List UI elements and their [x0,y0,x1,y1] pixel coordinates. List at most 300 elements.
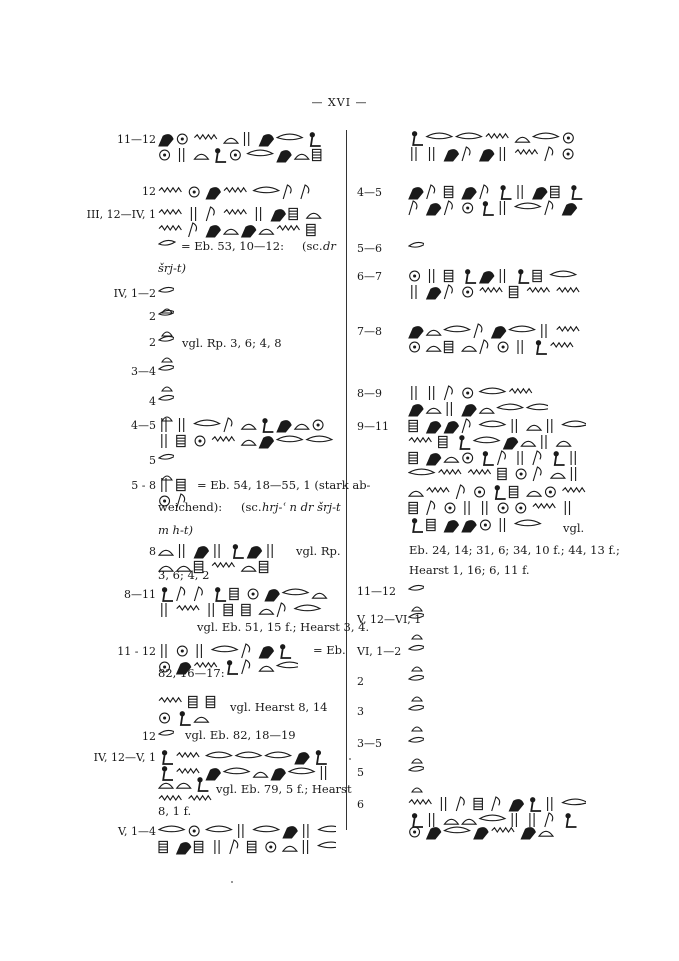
line-reference: 8 [149,545,156,558]
hieroglyph-sign [447,402,451,416]
hieroglyph-sign [444,386,452,400]
hieroglyph-sign [194,841,202,852]
hieroglyph-sign [259,437,273,448]
hieroglyph-sign [194,717,208,722]
hieroglyph-svg [408,240,424,258]
hieroglyph-sign [177,783,191,788]
hieroglyph-sign [242,644,250,658]
hieroglyph-sign [230,588,238,599]
hieroglyph-sign [216,588,227,601]
hieroglyph-sign [295,154,309,159]
hieroglyph-sign [427,133,452,139]
hieroglyph-sign [162,603,166,617]
hieroglyph-svg [158,131,336,163]
hieroglyph-sign [427,488,449,492]
hieroglyph-sign [189,696,197,707]
hieroglyph-sign [180,148,184,162]
hieroglyph-group [408,484,586,516]
hieroglyph-sign [265,590,279,601]
hieroglyph-sign [475,487,485,497]
commentary-text: = Eb. 53, 10—12: [181,239,284,253]
hieroglyph-sign [409,405,423,416]
hieroglyph-sign [413,132,424,145]
hieroglyph-sign [283,827,297,838]
commentary-text: vgl. Rp. 3, 6; 4, 8 [182,336,282,350]
hieroglyph-sign [206,696,214,707]
hieroglyph-sign [236,752,261,758]
hieroglyph-sign [301,185,309,199]
hieroglyph-sign [533,467,541,481]
hieroglyph-sign [456,133,481,139]
hieroglyph-sign [500,201,504,215]
hieroglyph-sign [563,799,587,805]
hieroglyph-svg [158,694,222,726]
line-reference: 4—5 [131,419,156,432]
hieroglyph-svg [408,823,568,841]
hieroglyph-sign [191,207,195,221]
hieroglyph-sign [248,589,258,599]
page-header: — XVI — [311,96,368,109]
hieroglyph-sign [245,132,249,146]
hieroglyph-sign [313,593,327,598]
hieroglyph-svg [158,586,336,618]
hieroglyph-group [408,673,424,705]
hieroglyph-sign [194,154,208,159]
hieroglyph-sign [410,342,420,352]
hieroglyph-svg [408,450,586,482]
hieroglyph-sign [162,418,166,432]
line-reference: 3—5 [357,737,382,750]
hieroglyph-sign [536,341,547,354]
hieroglyph-sign [551,186,559,197]
hieroglyph-sign [277,662,298,668]
hieroglyph-sign [159,796,181,800]
hieroglyph-sign [313,420,323,430]
hieroglyph-sign [571,451,575,465]
hieroglyph-sign [572,186,583,199]
hieroglyph-sign [519,270,530,283]
hieroglyph-sign [444,422,458,433]
line-reference: 5—6 [357,242,382,255]
hieroglyph-sign [564,133,574,143]
line-reference: IV, 12—V, 1 [93,751,156,764]
hieroglyph-sign [206,826,231,832]
hieroglyph-sign [277,436,302,442]
hieroglyph-sign [498,468,506,479]
hieroglyph-sign [233,545,244,558]
hieroglyph-sign [242,566,256,571]
hieroglyph-svg [158,728,174,746]
commentary-text: weichend): [158,500,223,514]
hieroglyph-group [408,643,424,675]
line-reference: 6—7 [357,270,382,283]
hieroglyph-sign [197,644,201,658]
hieroglyph-group [158,823,336,855]
line-reference: 9—11 [357,420,389,433]
hieroglyph-svg [408,643,424,675]
hieroglyph-svg [408,484,586,516]
hieroglyph-sign [509,389,531,393]
hieroglyph-sign [409,452,417,463]
hieroglyph-sign [198,778,209,791]
hieroglyph-sign [563,149,573,159]
hieroglyph-sign [206,188,220,199]
mouth-over-bread-sign [409,585,424,611]
hieroglyph-sign [546,487,556,497]
hieroglyph-sign [409,420,417,431]
hieroglyph-sign [548,419,552,433]
hieroglyph-svg [158,206,336,238]
hieroglyph-sign [462,346,476,351]
hieroglyph-sign [527,288,549,292]
commentary-text: m h-t) [158,523,193,537]
hieroglyph-sign [444,186,452,197]
hieroglyph-sign [548,797,552,811]
hieroglyph-sign [409,327,423,338]
hieroglyph-sign [307,224,315,235]
hieroglyph-group [158,238,180,256]
hieroglyph-sign [412,147,416,161]
line-reference: 11—12 [117,133,156,146]
hieroglyph-svg [408,611,424,643]
hieroglyph-sign [516,503,526,513]
hieroglyph-sign [456,797,464,811]
hieroglyph-sign [468,470,490,474]
hieroglyph-sign [427,408,441,413]
hieroglyph-sign [194,587,202,601]
hieroglyph-sign [180,712,191,725]
hieroglyph-sign [444,270,452,281]
hieroglyph-sign [474,828,488,839]
scan-speck [349,758,351,760]
hieroglyph-sign [516,469,526,479]
hieroglyph-sign [439,470,461,474]
hieroglyph-sign [563,488,585,492]
hieroglyph-sign [427,454,441,465]
mouth-over-bread-sign [159,310,174,336]
line-reference: 6 [357,798,364,811]
hieroglyph-sign [189,187,199,197]
hieroglyph-sign [159,826,184,832]
hieroglyph-group [158,183,318,201]
hieroglyph-svg [408,735,424,767]
hieroglyph-sign [248,150,273,156]
hieroglyph-sign [480,288,502,292]
hieroglyph-group [158,363,174,395]
line-reference: III, 12—IV, 1 [86,208,156,221]
hieroglyph-sign [480,815,505,821]
hieroglyph-sign [215,544,219,558]
hieroglyph-sign [557,288,579,292]
hieroglyph-group [408,268,586,300]
hieroglyph-sign [216,149,227,162]
hieroglyph-sign [527,425,541,430]
hieroglyph-group [408,764,424,796]
hieroglyph-sign [427,185,435,199]
hieroglyph-sign [498,451,506,465]
hieroglyph-sign [268,544,272,558]
hieroglyph-sign [254,826,279,832]
hieroglyph-sign [281,645,292,658]
hieroglyph-sign [159,226,181,230]
hieroglyph-sign [242,424,256,429]
hieroglyph-sign [319,826,336,832]
mouth-over-bread-sign [409,242,424,247]
hieroglyph-sign [271,769,285,780]
hieroglyph-sign [212,437,234,441]
hieroglyph-sign [427,204,441,215]
line-reference: 12 [142,185,156,198]
hieroglyph-sign [215,840,219,854]
hieroglyph-sign [465,501,469,515]
hieroglyph-sign [483,202,494,215]
line-reference: 4 [149,395,156,408]
hieroglyph-sign [194,547,208,558]
hieroglyph-sign [159,698,181,702]
hieroglyph-group [408,184,586,216]
hieroglyph-sign [283,589,308,595]
hieroglyph-sign [409,188,423,199]
hieroglyph-sign [409,201,417,215]
hieroglyph-sign [263,419,274,432]
hieroglyph-sign [533,270,541,281]
hieroglyph-sign [427,501,435,515]
hieroglyph-sign [480,388,505,394]
hieroglyph-sign [557,327,579,331]
hieroglyph-sign [483,452,494,465]
hieroglyph-sign [206,752,231,758]
hieroglyph-sign [409,502,417,513]
hieroglyph-sign [500,518,504,532]
hieroglyph-sign [430,386,434,400]
hieroglyph-sign [212,563,234,567]
hieroglyph-sign [563,204,577,215]
hieroglyph-sign [509,286,517,297]
hieroglyph-sign [303,840,307,854]
line-reference: 11—12 [357,585,396,598]
hieroglyph-svg [408,130,586,162]
hieroglyph-sign [242,440,256,445]
line-reference: 5 - 8 [131,479,156,492]
hieroglyph-sign [259,229,273,234]
commentary-text: šrj-t) [158,261,186,275]
hieroglyph-group [158,417,336,449]
hieroglyph-sign [209,603,213,617]
hieroglyph-sign [266,842,276,852]
hieroglyph-sign [444,285,452,299]
line-reference: 8—9 [357,387,382,400]
hieroglyph-svg [408,268,586,300]
hieroglyph-sign [545,147,553,161]
hieroglyph-sign [159,188,181,192]
mouth-over-bread-sign [159,336,174,362]
hieroglyph-sign [162,434,166,448]
hieroglyph-svg [158,363,174,395]
mouth-over-bread-sign [159,240,175,245]
hieroglyph-sign [463,453,473,463]
hieroglyph-sign [159,135,173,146]
hieroglyph-group [408,823,568,841]
commentary-text: Hearst 1, 16; 6, 11 f. [409,563,530,577]
hieroglyph-sign [177,435,185,446]
hieroglyph-sign [427,346,441,351]
hieroglyph-sign [483,501,487,515]
hieroglyph-sign [163,751,174,764]
commentary-text: vgl. Eb. 79, 5 f.; Hearst [216,782,352,796]
hieroglyph-sign [474,798,482,809]
hieroglyph-sign [444,201,452,215]
hieroglyph-sign [231,150,241,160]
line-reference: 7—8 [357,325,382,338]
hieroglyph-sign [539,831,553,836]
hieroglyph-svg [158,417,336,449]
hieroglyph-sign [177,769,199,773]
hieroglyph-sign [515,203,540,209]
line-reference: 2 [357,675,364,688]
hieroglyph-sign [460,436,471,449]
hieroglyph-sign [177,646,187,656]
hieroglyph-sign [509,326,534,332]
hieroglyph-sign [259,135,273,146]
hieroglyph-sign [545,201,553,215]
hieroglyph-svg [408,673,424,705]
hieroglyph-group [158,131,336,163]
hieroglyph-sign [462,521,476,532]
hieroglyph-sign [289,768,314,774]
hieroglyph-sign [444,827,469,833]
hieroglyph-sign [515,150,537,154]
hieroglyph-sign [445,503,455,513]
hieroglyph-sign [565,501,569,515]
hieroglyph-sign [509,486,517,497]
hieroglyph-sign [412,386,416,400]
hieroglyph-group [158,334,174,366]
hieroglyph-sign [189,796,211,800]
hieroglyph-sign [486,134,508,138]
hieroglyph-sign [206,207,214,221]
hieroglyph-sign [533,188,547,199]
mouth-over-bread-sign [409,766,424,792]
hieroglyph-sign [162,644,166,658]
hieroglyph-sign [412,285,416,299]
hieroglyph-sign [495,486,506,499]
line-reference: 5 [149,454,156,467]
hieroglyph-sign [177,134,187,144]
commentary-text: = Eb. 54, 18—55, 1 (stark ab- [197,478,371,492]
hieroglyph-sign [316,751,327,764]
hieroglyph-sign [492,828,514,832]
hieroglyph-sign [500,269,504,283]
commentary-text: vgl. Eb. 82, 18—19 [185,728,296,742]
hieroglyph-sign [533,451,541,465]
hieroglyph-sign [480,272,494,283]
commentary-text: (sc. [241,500,262,514]
hieroglyph-sign [504,438,518,449]
hieroglyph-svg [158,823,336,855]
hieroglyph-svg [158,238,180,256]
hieroglyph-sign [180,418,184,432]
hieroglyph-svg [408,516,558,534]
hieroglyph-sign [177,606,199,610]
mouth-over-bread-sign [159,730,174,735]
hieroglyph-sign [551,473,565,478]
hieroglyph-sign [466,270,477,283]
hieroglyph-sign [480,421,505,427]
hieroglyph-sign [542,435,546,449]
hieroglyph-sign [518,185,522,199]
hieroglyph-sign [321,766,325,780]
line-reference: 11 - 12 [117,645,156,658]
hieroglyph-sign [531,798,542,811]
hieroglyph-group [408,385,548,417]
hieroglyph-sign [515,520,540,526]
hieroglyph-sign [498,342,508,352]
commentary-text: = Eb. [313,643,346,657]
commentary-text: vgl. Hearst 8, 14 [230,700,328,714]
line-reference: 8—11 [124,588,156,601]
line-reference: 3—4 [131,365,156,378]
hieroglyph-sign [189,826,199,836]
hieroglyph-sign [228,661,239,674]
commentary-text: Eb. 24, 14; 31, 6; 34, 10 f.; 44, 13 f.; [409,543,620,557]
hieroglyph-svg [408,323,586,355]
hieroglyph-sign [444,341,452,352]
hieroglyph-sign [554,452,565,465]
hieroglyph-sign [224,768,249,774]
hieroglyph-sign [194,135,216,139]
hieroglyph-sign [427,422,441,433]
commentary-text: vgl. Eb. 51, 15 f.; Hearst 3, 4. [197,620,370,634]
hieroglyph-sign [481,520,491,530]
hieroglyph-sign [256,207,260,221]
hieroglyph-sign [498,503,508,513]
hieroglyph-sign [480,150,494,161]
line-reference: 5 [357,766,364,779]
hieroglyph-sign [409,469,434,475]
hieroglyph-group [408,418,586,450]
hieroglyph-sign [259,561,267,572]
hieroglyph-sign [441,797,445,811]
hieroglyph-group [408,323,586,355]
hieroglyph-sign [289,208,297,219]
hieroglyph-sign [160,150,170,160]
hieroglyph-sign [283,185,291,199]
hieroglyph-sign [444,521,458,532]
hieroglyph-sign [224,229,238,234]
hieroglyph-group [158,586,336,618]
hieroglyph-sign [527,491,541,496]
hieroglyph-sign [271,210,285,221]
hieroglyph-sign [295,753,309,764]
hieroglyph-sign [480,185,488,199]
hieroglyph-sign [413,519,424,532]
hieroglyph-sign [462,147,470,161]
hieroglyph-svg [408,764,424,796]
hieroglyph-group [408,450,586,482]
hieroglyph-group [408,130,586,162]
hieroglyph-svg [158,183,318,201]
hieroglyph-sign [189,223,197,237]
hieroglyph-svg [408,703,424,735]
commentary-text: vgl. [563,521,585,535]
hieroglyph-sign [409,438,431,442]
hieroglyph-sign [313,149,321,160]
hieroglyph-sign [212,646,237,652]
line-reference: VI, 1—2 [357,645,402,658]
hieroglyph-sign [177,753,199,757]
hieroglyph-sign [318,842,336,848]
line-reference: 12 [142,730,156,743]
